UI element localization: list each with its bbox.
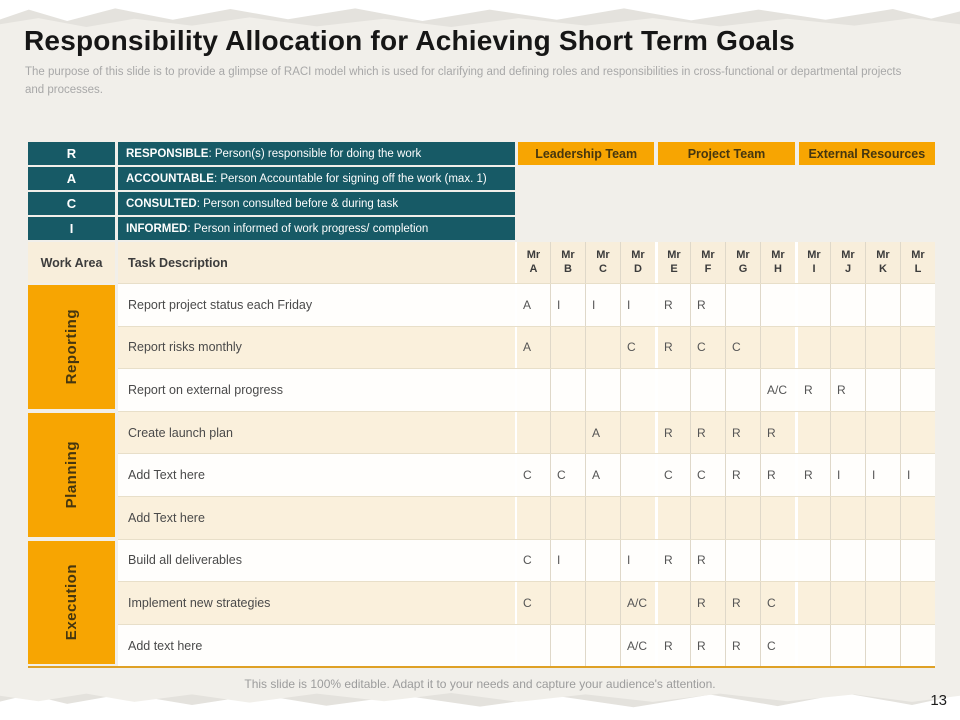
legend-row — [28, 167, 515, 190]
raci-cell: R — [655, 540, 690, 582]
person-prefix: Mr — [526, 249, 541, 262]
task-row — [118, 624, 935, 667]
task-row — [118, 581, 935, 624]
legend-key-cell: A — [28, 167, 115, 190]
raci-cell: A/C — [620, 625, 655, 667]
task-row — [118, 283, 935, 326]
raci-cell — [795, 625, 830, 667]
raci-cell — [620, 412, 655, 454]
raci-cell — [620, 454, 655, 496]
legend-key-cell: C — [28, 192, 115, 215]
raci-cell — [900, 369, 935, 411]
raci-cell — [900, 412, 935, 454]
task-description-cell: Implement new strategies — [128, 595, 271, 610]
person-letter: H — [774, 262, 782, 275]
raci-cell: R — [725, 582, 760, 624]
person-letter: G — [738, 262, 748, 275]
raci-cell — [515, 369, 550, 411]
raci-cell: A/C — [620, 582, 655, 624]
legend-definition: : Person Accountable for signing off the work (max. 1) — [213, 172, 487, 185]
person-letter: F — [704, 262, 712, 275]
raci-cell — [900, 582, 935, 624]
raci-cell — [795, 540, 830, 582]
legend-term: INFORMED — [126, 222, 188, 235]
raci-cell: R — [760, 412, 795, 454]
work-area-header: Work Area — [28, 242, 115, 283]
raci-cell: C — [620, 327, 655, 369]
raci-cell — [795, 412, 830, 454]
raci-cell — [900, 625, 935, 667]
person-prefix: Mr — [807, 249, 821, 262]
raci-cell — [865, 284, 900, 326]
raci-cell — [900, 497, 935, 539]
legend-key-cell: I — [28, 217, 115, 240]
raci-cell — [795, 497, 830, 539]
task-description-cell: Build all deliverables — [128, 553, 242, 568]
legend-desc-cell — [118, 192, 515, 215]
page-number: 13 — [930, 692, 947, 709]
raci-cell — [620, 369, 655, 411]
person-prefix: Mr — [667, 249, 681, 262]
raci-cell: I — [900, 454, 935, 496]
person-prefix: Mr — [701, 249, 715, 262]
person-column-header — [760, 242, 795, 283]
work-area-label — [28, 413, 115, 537]
raci-cell — [900, 284, 935, 326]
person-letter: C — [599, 262, 607, 275]
raci-cell — [515, 412, 550, 454]
raci-cell: I — [550, 284, 585, 326]
raci-cell: R — [655, 412, 690, 454]
person-prefix: Mr — [596, 249, 610, 262]
person-letter: E — [670, 262, 678, 275]
legend-row — [28, 142, 515, 165]
raci-cell — [690, 369, 725, 411]
raci-cell: C — [760, 582, 795, 624]
raci-cell — [655, 582, 690, 624]
team-header: External Resources — [799, 142, 935, 165]
raci-cell — [725, 540, 760, 582]
table-top-section — [28, 142, 935, 240]
raci-cell — [830, 625, 865, 667]
raci-cell: R — [690, 412, 725, 454]
raci-cell: R — [655, 625, 690, 667]
task-description-cell: Report on external progress — [128, 382, 283, 397]
legend-row — [28, 217, 515, 240]
person-prefix: Mr — [631, 249, 645, 262]
raci-cell: C — [725, 327, 760, 369]
task-row — [118, 411, 935, 454]
raci-cell: R — [795, 369, 830, 411]
raci-cell: R — [690, 540, 725, 582]
page-title: Responsibility Allocation for Achieving Short Term Goals — [24, 25, 795, 56]
person-letter: A — [529, 262, 538, 275]
person-column-header — [550, 242, 585, 283]
raci-cell — [550, 497, 585, 539]
task-row — [118, 326, 935, 369]
raci-matrix-table — [28, 142, 935, 668]
raci-cell: I — [830, 454, 865, 496]
task-description-cell: Report risks monthly — [128, 340, 242, 355]
task-row — [118, 368, 935, 411]
raci-cell — [585, 540, 620, 582]
raci-cell — [515, 497, 550, 539]
work-area-band — [28, 539, 935, 667]
raci-cell — [900, 540, 935, 582]
raci-cell: R — [725, 412, 760, 454]
task-row — [118, 496, 935, 539]
raci-cell — [760, 540, 795, 582]
task-rows — [118, 283, 935, 411]
raci-cell — [865, 412, 900, 454]
raci-cell: A — [515, 327, 550, 369]
task-row — [118, 539, 935, 582]
person-letter: B — [564, 262, 572, 275]
work-area-label-text: Execution — [63, 564, 80, 641]
raci-cell — [795, 582, 830, 624]
raci-cell — [865, 497, 900, 539]
raci-cell — [795, 327, 830, 369]
raci-cell: R — [830, 369, 865, 411]
person-prefix: Mr — [841, 249, 855, 262]
raci-cell — [585, 625, 620, 667]
raci-cell: R — [725, 454, 760, 496]
raci-cell: C — [515, 454, 550, 496]
person-column-header — [865, 242, 900, 283]
raci-cell: R — [760, 454, 795, 496]
raci-cell: A/C — [760, 369, 795, 411]
raci-cell — [830, 540, 865, 582]
raci-cell: C — [690, 454, 725, 496]
raci-cell — [900, 327, 935, 369]
person-letter: K — [879, 262, 887, 275]
legend-definition: : Person informed of work progress/ completion — [187, 222, 429, 235]
person-letter: D — [634, 262, 642, 275]
task-rows — [118, 411, 935, 539]
raci-cell — [830, 284, 865, 326]
legend-term: RESPONSIBLE — [126, 147, 209, 160]
task-description-cell: Report project status each Friday — [128, 297, 313, 312]
work-area-band — [28, 411, 935, 539]
raci-cell: C — [550, 454, 585, 496]
legend-definition: : Person consulted before & during task — [196, 197, 399, 210]
raci-cell — [585, 497, 620, 539]
team-header: Project Team — [658, 142, 794, 165]
person-column-header — [515, 242, 550, 283]
raci-cell: C — [690, 327, 725, 369]
task-rows — [118, 539, 935, 667]
raci-cell — [585, 327, 620, 369]
task-description-cell: Add Text here — [128, 468, 205, 483]
raci-cell — [865, 625, 900, 667]
raci-cell: R — [655, 327, 690, 369]
raci-cell: R — [690, 284, 725, 326]
raci-cell: I — [620, 284, 655, 326]
person-column-header — [725, 242, 760, 283]
legend-desc-cell — [118, 142, 515, 165]
raci-cell — [550, 369, 585, 411]
work-area-label — [28, 285, 115, 409]
person-letter: J — [844, 262, 852, 275]
raci-cell: A — [585, 454, 620, 496]
matrix-body — [28, 283, 935, 666]
task-description-cell: Create launch plan — [128, 425, 233, 440]
person-prefix: Mr — [911, 249, 925, 262]
column-header-row — [28, 242, 935, 283]
raci-cell — [725, 284, 760, 326]
work-area-band — [28, 283, 935, 411]
raci-cell — [550, 412, 585, 454]
raci-cell — [760, 327, 795, 369]
person-column-header — [585, 242, 620, 283]
task-row — [118, 453, 935, 496]
raci-cell — [725, 369, 760, 411]
work-area-label-text: Planning — [63, 441, 80, 509]
raci-cell: R — [795, 454, 830, 496]
legend-desc-cell — [118, 217, 515, 240]
legend-definition: : Person(s) responsible for doing the work — [208, 147, 422, 160]
legend-term: ACCOUNTABLE — [126, 172, 214, 185]
raci-cell: R — [725, 625, 760, 667]
raci-cell — [865, 582, 900, 624]
raci-cell — [830, 582, 865, 624]
raci-cell — [550, 625, 585, 667]
raci-cell: C — [655, 454, 690, 496]
raci-cell — [550, 582, 585, 624]
person-prefix: Mr — [876, 249, 890, 262]
raci-cell — [760, 284, 795, 326]
raci-cell: I — [585, 284, 620, 326]
raci-cell — [585, 369, 620, 411]
raci-cell — [865, 369, 900, 411]
team-headers — [518, 142, 935, 165]
raci-cell: R — [655, 284, 690, 326]
person-letter: I — [812, 262, 816, 275]
raci-cell — [550, 327, 585, 369]
raci-cell: I — [620, 540, 655, 582]
team-header: Leadership Team — [518, 142, 654, 165]
raci-cell: A — [585, 412, 620, 454]
raci-cell — [515, 625, 550, 667]
person-headers — [515, 242, 935, 283]
raci-cell: R — [690, 625, 725, 667]
person-column-header — [620, 242, 655, 283]
person-prefix: Mr — [771, 249, 785, 262]
raci-cell: C — [760, 625, 795, 667]
work-area-label-text: Reporting — [63, 309, 80, 385]
raci-cell — [795, 284, 830, 326]
raci-cell — [725, 497, 760, 539]
raci-cell: A — [515, 284, 550, 326]
slide-footer-note: This slide is 100% editable. Adapt it to your needs and capture your audience's attention. — [244, 677, 716, 691]
legend-desc-cell — [118, 167, 515, 190]
slide-subtitle: The purpose of this slide is to provide a glimpse of RACI model which is used for clarifying and defining roles and responsibilities in cross-functional or departmental projects and processes. — [25, 66, 902, 96]
raci-cell — [760, 497, 795, 539]
legend-key-cell: R — [28, 142, 115, 165]
raci-cell: R — [690, 582, 725, 624]
person-letter: L — [914, 262, 922, 275]
raci-cell: I — [865, 454, 900, 496]
person-column-header — [655, 242, 690, 283]
raci-cell — [865, 540, 900, 582]
raci-cell — [865, 327, 900, 369]
person-column-header — [690, 242, 725, 283]
task-description-cell: Add Text here — [128, 510, 205, 525]
raci-cell: C — [515, 582, 550, 624]
raci-cell — [830, 497, 865, 539]
raci-cell — [830, 327, 865, 369]
raci-cell — [830, 412, 865, 454]
raci-cell — [655, 497, 690, 539]
person-column-header — [830, 242, 865, 283]
raci-cell — [690, 497, 725, 539]
person-column-header — [795, 242, 830, 283]
raci-legend — [28, 142, 515, 240]
person-prefix: Mr — [561, 249, 575, 262]
work-area-label — [28, 541, 115, 665]
legend-term: CONSULTED — [126, 197, 197, 210]
raci-cell — [585, 582, 620, 624]
raci-cell — [655, 369, 690, 411]
person-prefix: Mr — [736, 249, 750, 262]
task-description-cell: Add text here — [128, 638, 203, 653]
task-description-header: Task Description — [118, 242, 515, 283]
raci-cell — [620, 497, 655, 539]
raci-cell: C — [515, 540, 550, 582]
person-column-header — [900, 242, 935, 283]
raci-cell: I — [550, 540, 585, 582]
legend-row — [28, 192, 515, 215]
